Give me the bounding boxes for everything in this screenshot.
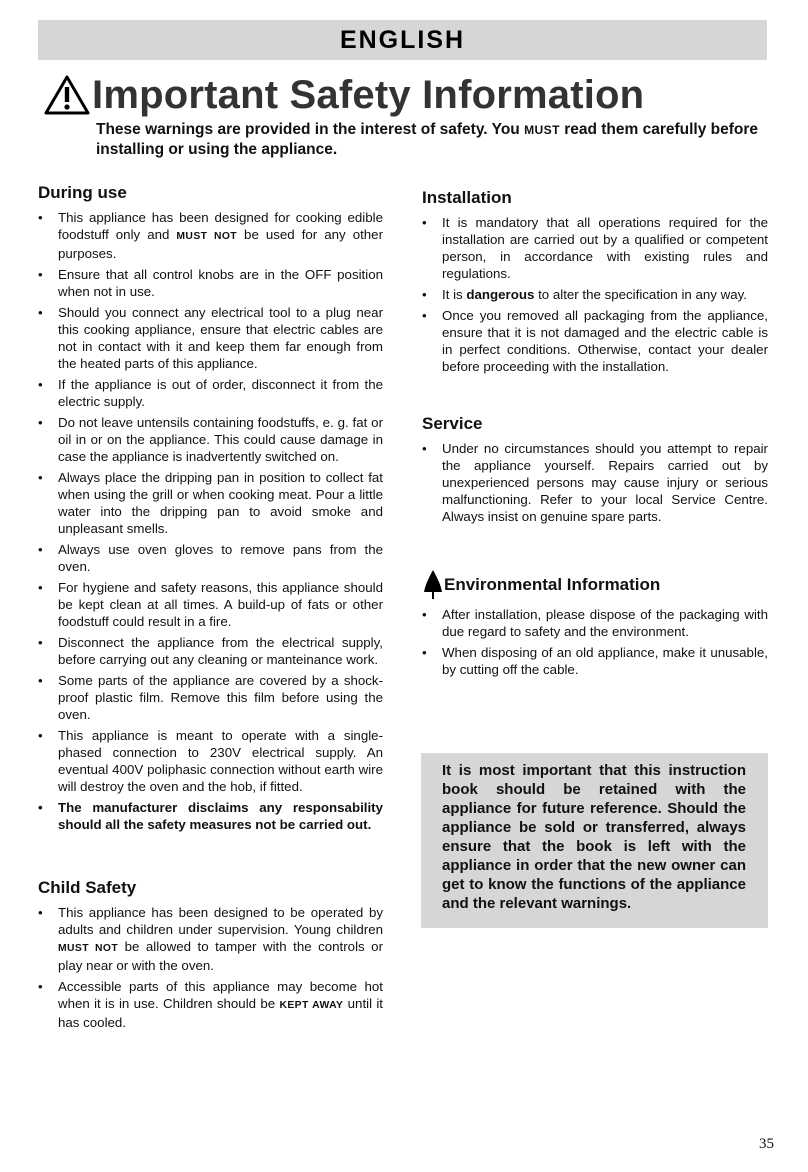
installation-section <box>422 187 768 375</box>
section-heading: During use <box>38 183 127 202</box>
section-heading: Installation <box>422 188 512 207</box>
list-item: • Always use oven gloves to remove pans from the oven. <box>38 542 383 574</box>
language-label: ENGLISH <box>339 26 466 54</box>
list-item: • This appliance has been designed for cooking edible foodstuff only and MUST NOT be used for any other purposes. <box>38 210 384 261</box>
environmental-section <box>422 569 768 678</box>
retain-booklet-notice <box>421 753 768 928</box>
page-title-row <box>44 70 644 120</box>
child-safety-list <box>38 904 383 1031</box>
section-heading: Environmental Information <box>444 575 661 594</box>
list-item: • The manufacturer disclaims any responsability should all the safety measures not be carried out. <box>38 800 383 832</box>
page-number: 35 <box>759 1136 774 1152</box>
list-item: • Do not leave untensils containing foodstuffs, e. g. fat or oil in or on the appliance. This could cause damage in case the appliance is inadvertently switched on. <box>38 415 383 464</box>
list-item: • Some parts of the appliance are covered by a shock-proof plastic film. Remove this film before using the oven. <box>38 673 383 722</box>
list-item: • Always place the dripping pan in position to collect fat when using the grill or when cooking meat. Pour a little water into the dripping pan to avoid smoke and unpleasant smells. <box>38 470 383 536</box>
during-use-section <box>38 182 383 833</box>
list-item: • After installation, please dispose of the packaging with due regard to safety and the environment. <box>422 607 768 639</box>
installation-list <box>422 214 768 375</box>
list-item: • For hygiene and safety reasons, this appliance should be kept clean at all times. A build-up of fats or other foodstuff could result in a fire. <box>38 580 383 629</box>
notice-text: It is most important that this instruction book should be retained with the appliance for future reference. Should the appliance be sold or transferred, always ensure that the book is left with the appliance in order that the new owner can get to know the functions of the appliance and the relevant warnings. <box>442 762 746 912</box>
environmental-list <box>422 606 768 678</box>
list-item: • Once you removed all packaging from the appliance, ensure that it is not damaged and the electric cable is in perfect conditions. Otherwise, contact your dealer before proceeding with the installation. <box>422 308 768 374</box>
service-list <box>422 440 768 525</box>
right-column <box>422 187 768 682</box>
list-item: • Under no circumstances should you attempt to repair the appliance yourself. Repairs carried out by unexperienced persons may cause injury or serious malfunctioning. Refer to your local Service Centre. Always insist on genuine spare parts. <box>422 441 768 524</box>
service-section <box>422 413 768 525</box>
environmental-heading-row <box>422 569 768 601</box>
list-item: • If the appliance is out of order, disconnect it from the electric supply. <box>38 377 383 409</box>
language-banner <box>38 20 767 60</box>
list-item: • Ensure that all control knobs are in the OFF position when not in use. <box>38 267 383 299</box>
list-item: • It is mandatory that all operations required for the installation are carried out by a qualified or competent person, in accordance with existing rules and regulations. <box>422 215 768 281</box>
left-column <box>38 182 383 1035</box>
list-item: • Should you connect any electrical tool to a plug near this cooking appliance, ensure that electric cables are not in contact with it and keep them far enough from the heated parts of this appliance. <box>38 305 383 371</box>
section-heading: Child Safety <box>38 878 137 897</box>
child-safety-section <box>38 877 383 1031</box>
intro-text: These warnings are provided in the interest of safety. You MUST read them carefully before installing or using the appliance. <box>96 121 759 158</box>
list-item: • It is dangerous to alter the specification in any way. <box>422 287 747 302</box>
list-item: • Accessible parts of this appliance may become hot when it is in use. Children should be KEPT AWAY until it has cooled. <box>38 979 383 1030</box>
tree-icon <box>422 569 444 601</box>
list-item: • When disposing of an old appliance, make it unusable, by cutting off the cable. <box>422 645 768 677</box>
page-title: Important Safety Information <box>92 73 645 117</box>
list-item: • Disconnect the appliance from the electrical supply, before carrying out any cleaning or manteinance work. <box>38 635 383 667</box>
list-item: • This appliance is meant to operate with a single-phased connection to 230V electrical supply. An eventual 400V poliphasic connection without earth wire will destroy the oven and the hob, if fitted. <box>38 728 383 794</box>
during-use-list <box>38 209 383 833</box>
section-heading: Service <box>422 414 483 433</box>
list-item: • This appliance has been designed to be operated by adults and children under supervision. Young children MUST NOT be allowed to tamper with the controls or play near or with the oven. <box>38 905 384 973</box>
warning-triangle-icon <box>44 75 90 115</box>
